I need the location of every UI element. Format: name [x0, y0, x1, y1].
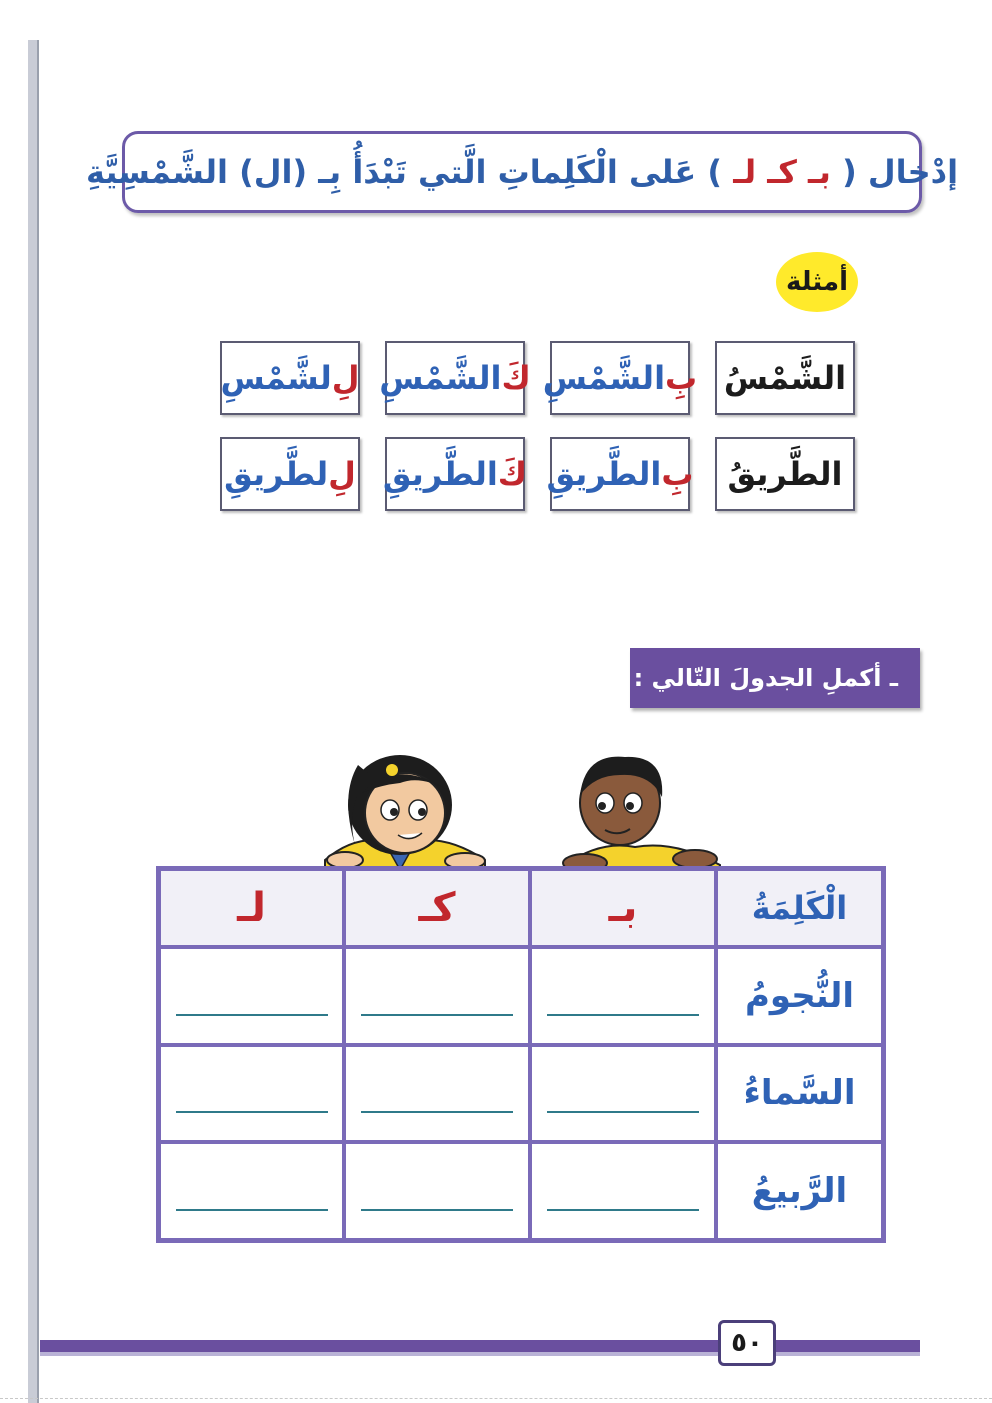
answer-cell[interactable] [530, 1045, 716, 1143]
answer-line [361, 1209, 513, 1211]
header-letter-b: بـ [608, 885, 638, 931]
example-word: لطَّريقِ [224, 455, 329, 493]
table-header-cell [159, 869, 344, 947]
table-header-cell [530, 869, 716, 947]
example-prefix: لِ [328, 455, 356, 493]
lesson-title-box [85, 131, 959, 213]
table-header-cell [716, 869, 883, 947]
example-word-box [379, 341, 531, 415]
row-word: الرَّبيعُ [751, 1171, 848, 1212]
example-word-box [542, 341, 698, 415]
example-word: الشَّمْسِ [542, 359, 666, 397]
answer-cell[interactable] [344, 947, 530, 1045]
exercise-table [156, 866, 886, 1243]
row-word-cell [716, 1045, 883, 1143]
example-word: الطَّريقِ [546, 455, 662, 493]
row-word: السَّماءُ [743, 1073, 856, 1114]
children-illustration [300, 735, 740, 885]
header-letter-l: لـ [237, 885, 266, 931]
footer-bar-shadow [40, 1352, 920, 1356]
answer-cell[interactable] [159, 1142, 344, 1240]
page-number: ٥٠ [718, 1320, 776, 1366]
example-word: الشَّمْسُ [723, 359, 847, 397]
answer-cell[interactable] [159, 947, 344, 1045]
page-edge-divider [0, 1398, 992, 1399]
answer-line [547, 1014, 699, 1016]
title-letters: بـ كـ لـ [733, 153, 831, 191]
answer-line [547, 1111, 699, 1113]
example-word: الشَّمْسِ [379, 359, 502, 397]
row-word-cell [716, 947, 883, 1045]
answer-line [176, 1111, 328, 1113]
answer-cell[interactable] [344, 1142, 530, 1240]
answer-line [547, 1209, 699, 1211]
row-word: النُّجومُ [744, 975, 855, 1016]
answer-line [176, 1209, 328, 1211]
footer-bar [40, 1340, 920, 1352]
answer-cell[interactable] [530, 1142, 716, 1240]
table-header-cell [344, 869, 530, 947]
examples-badge: أمثلة [776, 252, 858, 312]
example-prefix: كَ [501, 359, 531, 397]
example-word: الطَّريقِ [382, 455, 498, 493]
example-prefix: بِ [661, 455, 694, 493]
book-spine-edge [37, 40, 39, 1403]
exercise-instruction: ـ أكملِ الجدولَ التّالي : [630, 648, 920, 708]
example-prefix: بِ [665, 359, 698, 397]
example-prefix: كَ [497, 455, 528, 493]
row-word-cell [716, 1142, 883, 1240]
example-word: الطَّريقُ [727, 455, 843, 493]
header-letter-k: كـ [418, 885, 456, 931]
title-part-1: إدْخال ( [842, 153, 959, 191]
example-word: لشَّمْسِ [220, 359, 332, 397]
example-word-box [220, 341, 360, 415]
example-prefix: لِ [331, 359, 360, 397]
example-word-box [382, 437, 528, 511]
example-word-box [220, 437, 360, 511]
answer-line [176, 1014, 328, 1016]
example-word-box [715, 437, 855, 511]
header-word: الْكَلِمَةُ [751, 889, 848, 927]
title-part-2: ) عَلى الْكَلِماتِ الَّتي تَبْدَأُ بِـ (ال) الشَّمْسِيَّةِ [85, 153, 723, 191]
example-word-box [715, 341, 855, 415]
answer-cell[interactable] [530, 947, 716, 1045]
answer-cell[interactable] [344, 1045, 530, 1143]
answer-line [361, 1014, 513, 1016]
example-word-box [546, 437, 694, 511]
answer-cell[interactable] [159, 1045, 344, 1143]
lesson-title [86, 153, 958, 191]
answer-line [361, 1111, 513, 1113]
